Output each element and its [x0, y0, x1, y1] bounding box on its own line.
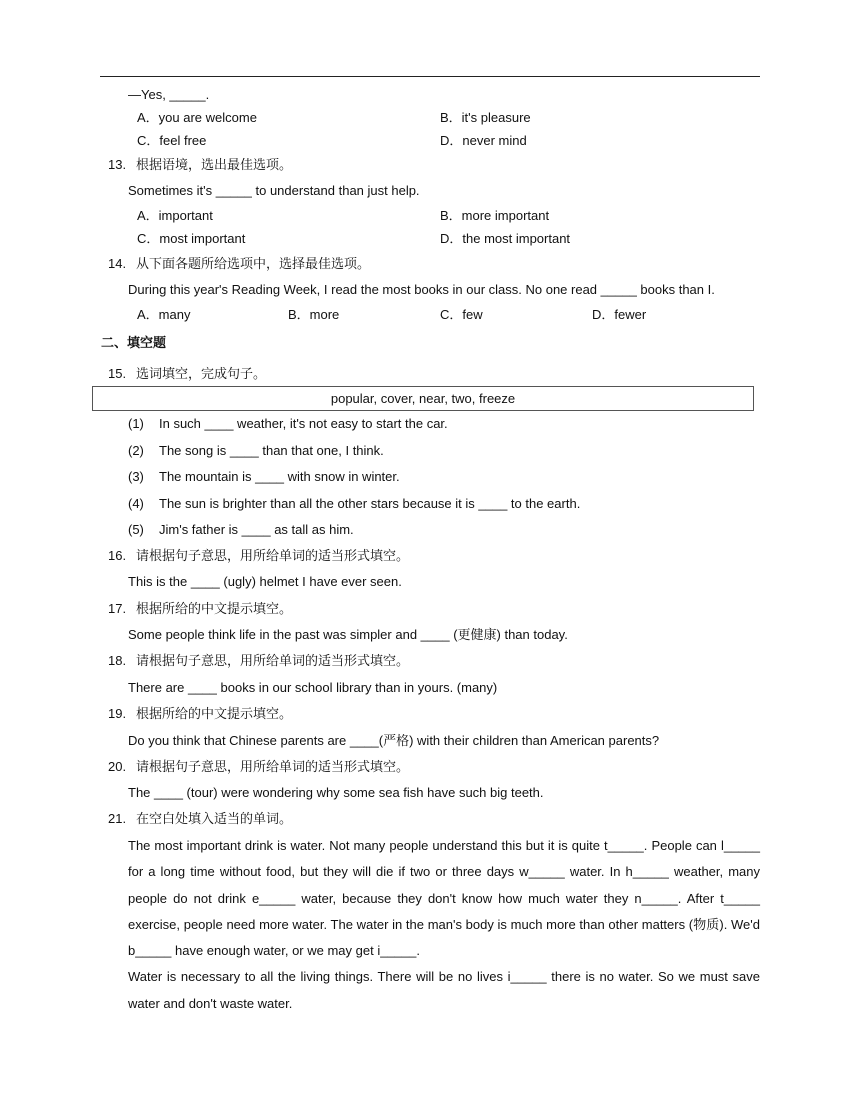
q15-item-number: (1): [128, 416, 144, 431]
q15-item-text: In such ____ weather, it's not easy to start the car.: [159, 416, 448, 431]
q16-sentence: This is the ____ (ugly) helmet I have ever seen.: [128, 574, 402, 589]
q21-paragraph-1: The most important drink is water. Not many people understand this but it is quite t_____. People can l_____ for a long time without food, but they will die if two or three days w_____ water. In h_____ weather, many people do not drink e_____ water, because they don't know how much water they n_____. After t_____ exercise, people need more water. The water in the man's body is much more than other matters (物质). We'd b_____ have enough water, or we may get i_____.: [128, 838, 760, 959]
q16-instruction: 请根据句子意思，用所给单词的适当形式填空。: [136, 548, 410, 563]
q15-item-number: (5): [128, 522, 144, 537]
q17-number: 17.: [108, 601, 127, 616]
q15-item-text: The mountain is ____ with snow in winter.: [159, 469, 400, 484]
q15-item-text: The song is ____ than that one, I think.: [159, 443, 384, 458]
q14-option-d[interactable]: D．fewer: [592, 307, 647, 322]
q14-option-a[interactable]: A．many: [137, 307, 191, 322]
q20-number: 20.: [108, 759, 127, 774]
q15-item-text: Jim's father is ____ as tall as him.: [159, 522, 354, 537]
q13-option-c[interactable]: C．most important: [137, 231, 246, 246]
q14-sentence: During this year's Reading Week, I read the most books in our class. No one read _____ books than I.: [128, 282, 715, 297]
q15-item-number: (2): [128, 443, 144, 458]
q15-number: 15.: [108, 366, 127, 381]
q12-prompt: —Yes, _____.: [128, 87, 210, 102]
q13-number: 13.: [108, 157, 127, 172]
q19-instruction: 根据所给的中文提示填空。: [136, 706, 293, 721]
q21-passage: [128, 833, 760, 1017]
q21-paragraph-2: Water is necessary to all the living things. There will be no lives i_____ there is no water. So we must save water and don't waste water.: [128, 969, 760, 1011]
q13-option-b[interactable]: B．more important: [440, 208, 550, 223]
q15-item-text: The sun is brighter than all the other stars because it is ____ to the earth.: [159, 496, 581, 511]
q14-number: 14.: [108, 256, 127, 271]
q21-number: 21.: [108, 811, 127, 826]
q13-option-a[interactable]: A．important: [137, 208, 213, 223]
q12-option-b[interactable]: B．it's pleasure: [440, 110, 531, 125]
q18-instruction: 请根据句子意思，用所给单词的适当形式填空。: [136, 653, 410, 668]
q20-instruction: 请根据句子意思，用所给单词的适当形式填空。: [136, 759, 410, 774]
q12-option-a[interactable]: A．you are welcome: [137, 110, 257, 125]
q12-option-d[interactable]: D．never mind: [440, 133, 527, 148]
word-bank-box: popular, cover, near, two, freeze: [92, 386, 754, 411]
q17-sentence: Some people think life in the past was simpler and ____ (更健康) than today.: [128, 627, 568, 642]
q15-item-number: (4): [128, 496, 144, 511]
q13-instruction: 根据语境，选出最佳选项。: [136, 157, 293, 172]
q15-item-number: (3): [128, 469, 144, 484]
q19-sentence: Do you think that Chinese parents are ____(严格) with their children than American parents?: [128, 733, 660, 748]
q17-instruction: 根据所给的中文提示填空。: [136, 601, 293, 616]
q14-instruction: 从下面各题所给选项中，选择最佳选项。: [136, 256, 371, 271]
header-rule: [100, 76, 760, 77]
section-title: 二、填空题: [101, 335, 167, 350]
q20-sentence: The ____ (tour) were wondering why some sea fish have such big teeth.: [128, 785, 544, 800]
q18-sentence: There are ____ books in our school library than in yours. (many): [128, 680, 498, 695]
q19-number: 19.: [108, 706, 127, 721]
q18-number: 18.: [108, 653, 127, 668]
q14-option-b[interactable]: B．more: [288, 307, 340, 322]
q13-sentence: Sometimes it's _____ to understand than just help.: [128, 183, 420, 198]
q16-number: 16.: [108, 548, 127, 563]
q13-option-d[interactable]: D．the most important: [440, 231, 571, 246]
q12-option-c[interactable]: C．feel free: [137, 133, 207, 148]
q21-instruction: 在空白处填入适当的单词。: [136, 811, 293, 826]
q14-option-c[interactable]: C．few: [440, 307, 483, 322]
q15-instruction: 选词填空，完成句子。: [136, 366, 267, 381]
